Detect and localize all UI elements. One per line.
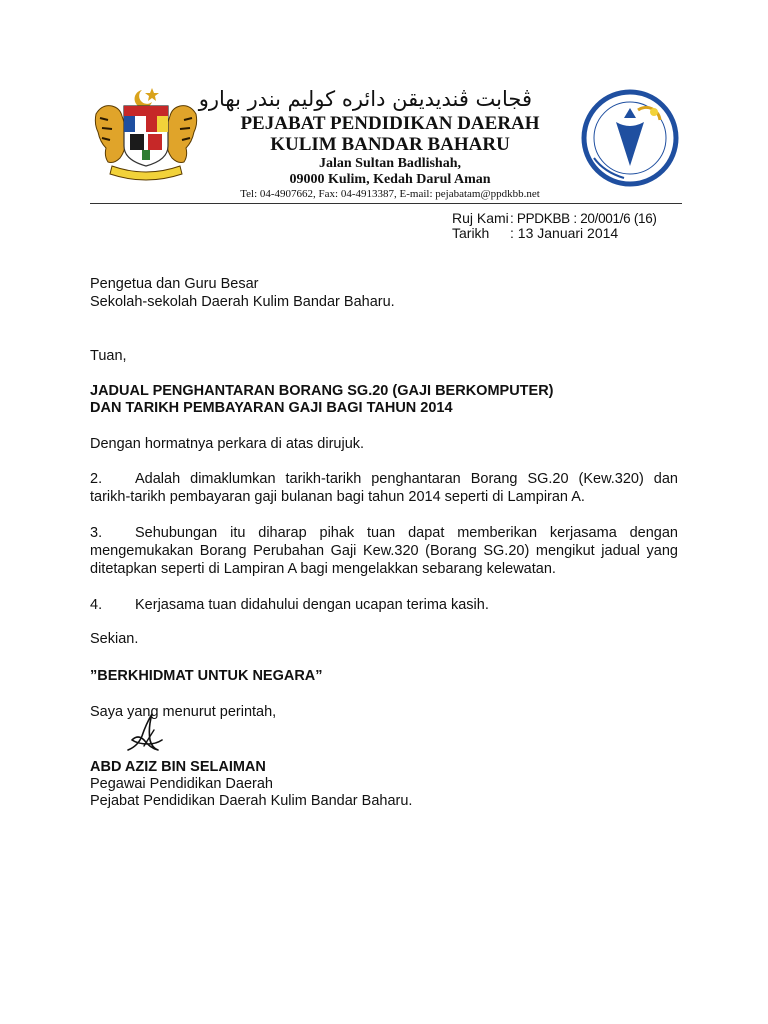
jawi-office-title: ڤجابت ڤنديديقن دائره كوليم بندر بهارو bbox=[198, 87, 532, 111]
paragraph-3-number: 3. bbox=[90, 525, 103, 541]
paragraph-3-line-2: mengemukakan Borang Perubahan Gaji Kew.320 (Borang SG.20) mengikut jadual yang bbox=[90, 543, 678, 559]
reference-value: : PPDKBB : 20/001/6 (16) bbox=[510, 211, 657, 226]
salutation: Tuan, bbox=[90, 348, 127, 364]
paragraph-2-number: 2. bbox=[90, 471, 103, 487]
malaysia-coat-of-arms-icon bbox=[90, 84, 202, 184]
paragraph-3-line-3: ditetapkan seperti di Lampiran A bagi mengelakkan sebarang kelewatan. bbox=[90, 561, 556, 577]
paragraph-2-line-1: Adalah dimaklumkan tarikh-tarikh penghantaran Borang SG.20 (Kew.320) dan bbox=[135, 471, 678, 487]
paragraph-2-line-2: tarikh-tarikh pembayaran gaji bulanan bagi tahun 2014 seperti di Lampiran A. bbox=[90, 489, 585, 505]
address-line-2: 09000 Kulim, Kedah Darul Aman bbox=[289, 172, 491, 187]
ppd-logo-icon bbox=[580, 88, 680, 188]
office-district: KULIM BANDAR BAHARU bbox=[270, 134, 510, 155]
header-divider bbox=[90, 203, 682, 204]
paragraph-4-number: 4. bbox=[90, 597, 103, 613]
paragraph-4 bbox=[90, 596, 678, 614]
date-label: Tarikh bbox=[452, 225, 490, 241]
paragraph-1: Dengan hormatnya perkara di atas dirujuk. bbox=[90, 436, 365, 452]
signatory-office: Pejabat Pendidikan Daerah Kulim Bandar Baharu. bbox=[90, 793, 413, 809]
office-name: PEJABAT PENDIDIKAN DAERAH bbox=[240, 113, 540, 134]
signatory-title: Pegawai Pendidikan Daerah bbox=[90, 776, 273, 792]
date-value: : 13 Januari 2014 bbox=[510, 225, 619, 241]
date-row bbox=[452, 224, 618, 242]
subject-line-1: JADUAL PENGHANTARAN BORANG SG.20 (GAJI BERKOMPUTER) bbox=[90, 383, 554, 399]
paragraph-2 bbox=[90, 470, 678, 506]
closing-motto: ”BERKHIDMAT UNTUK NEGARA” bbox=[90, 668, 323, 684]
recipient-line-2: Sekolah-sekolah Daerah Kulim Bandar Baharu. bbox=[90, 294, 395, 310]
paragraph-4-text: Kerjasama tuan didahului dengan ucapan terima kasih. bbox=[135, 597, 489, 613]
signatory-name: ABD AZIZ BIN SELAIMAN bbox=[90, 759, 266, 775]
address-line-1: Jalan Sultan Badlishah, bbox=[318, 156, 461, 171]
reference-label: Ruj Kami bbox=[452, 210, 509, 226]
closing-sekian: Sekian. bbox=[90, 631, 139, 647]
closing-sign-off: Saya yang menurut perintah, bbox=[90, 704, 277, 720]
subject-line-2: DAN TARIKH PEMBAYARAN GAJI BAGI TAHUN 2014 bbox=[90, 400, 453, 416]
recipient-line-1: Pengetua dan Guru Besar bbox=[90, 276, 259, 292]
signature-icon bbox=[122, 712, 170, 758]
paragraph-3-line-1: Sehubungan itu diharap pihak tuan dapat memberikan kerjasama dengan bbox=[135, 525, 678, 541]
contact-line: Tel: 04-4907662, Fax: 04-4913387, E-mail: pejabatam@ppdkbb.net bbox=[240, 188, 540, 200]
paragraph-3 bbox=[90, 524, 678, 578]
